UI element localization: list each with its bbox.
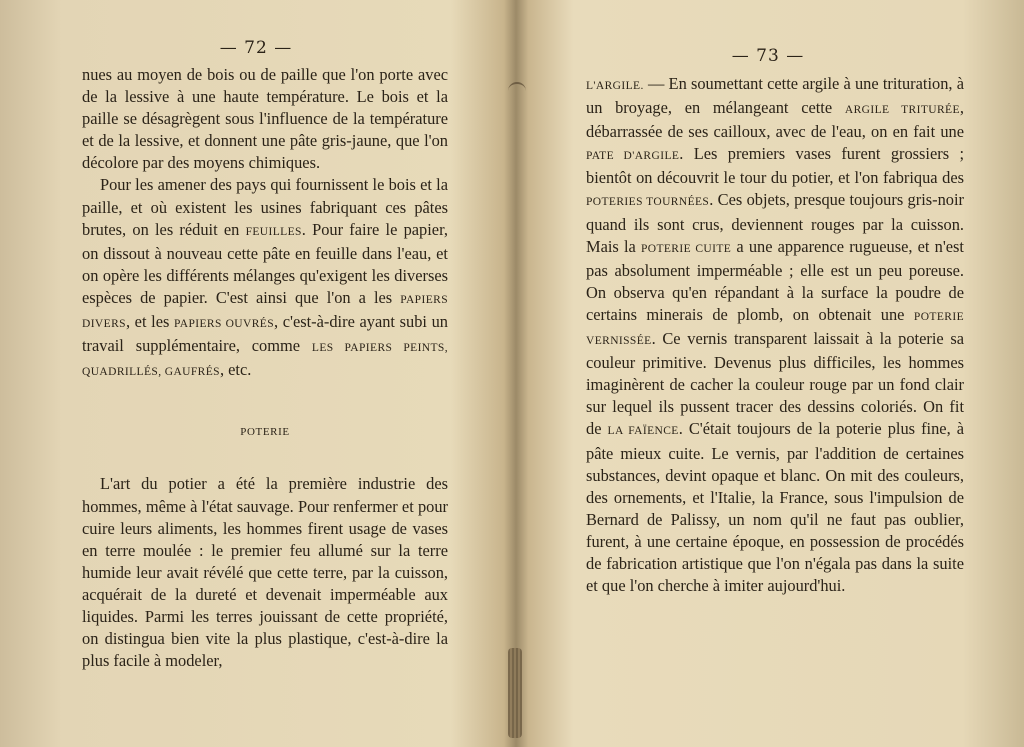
text-run: . Les premiers vases furent grossiers ; bientôt on découvrit le tour du potier, et l'on fabriqua des — [586, 144, 965, 188]
small-caps-term: LES PAPIERS PEINTS, QUADRILLÉS, GAUFRÉS — [82, 342, 448, 379]
left-page-text — [82, 64, 448, 672]
small-caps-term: POTERIES TOURNÉES — [586, 196, 710, 209]
text-run: . Ces objets, presque toujours gris-noir quand ils sont crus, deviennent rouges par la cuisson. Mais la — [586, 190, 964, 256]
text-run: , etc. — [219, 360, 252, 380]
paragraph: L'art du potier a été la première industrie des hommes, même à l'état sauvage. Pour renfermer et pour cuire leurs aliments, les hommes firent usage de vases en terre moulée : le premier feu allumé sur la terre humide leur avait révélé que cette terre, par la cuisson, acquérait de la dureté et devenait imperméable aux liquides. Parmi les terres jouissant de cette propriété, on distingua bien vite la plus plastique, c'est-à-dire la plus facile à modeler, — [82, 474, 448, 671]
text-run: , c'est-à-dire ayant subi un travail supplémentaire, comme — [82, 312, 448, 356]
small-caps-term: POTERIE VERNISSÉE — [586, 310, 964, 348]
paragraph — [586, 73, 964, 597]
right-page — [512, 0, 1024, 747]
page-number-right: — 73 — — [731, 46, 805, 66]
right-page-text — [586, 73, 964, 597]
text-run: — En soumettant cette argile à une trituration, à un broyage, en mélangeant cette — [586, 74, 964, 118]
page-number-left: — 72 — — [219, 38, 293, 58]
text-run: , débarrassée de ses cailloux, avec de l'eau, on en fait une — [586, 98, 964, 142]
paragraph — [82, 174, 448, 383]
text-run: a une apparence rugueuse, et n'est pas absolument imperméable ; elle est un peu poreuse. On observa qu'en répandant à la surface la poudre de certains minerais de plomb, on obtenait une — [586, 236, 964, 324]
small-caps-term: FEUILLES — [245, 225, 302, 238]
paragraph: nues au moyen de bois ou de paille que l'on porte avec de la lessive à une haute température. Le bois et la paille se désagrègent sous l'influence de la température et de la lessive, et donnent une pâte gris-jaune, que l'on décolore par des moyens chimiques. — [82, 65, 448, 173]
small-caps-term: PAPIERS DIVERS — [82, 293, 448, 331]
text-run: Pour les amener des pays qui fournissent le bois et la paille, et où existent les usines fabriquant ces pâtes brutes, on les réduit en — [82, 175, 448, 239]
text-run: , et les — [125, 312, 174, 332]
small-caps-term: LA FAÏENCE — [607, 425, 679, 438]
small-caps-term: PATE D'ARGILE — [586, 150, 680, 163]
small-caps-term: L'ARGILE. — [586, 80, 644, 92]
section-title: POTERIE — [240, 426, 290, 439]
small-caps-term: PAPIERS OUVRÉS — [174, 318, 274, 331]
text-run: . Pour faire le papier, on dissout à nouveau cette pâte en feuille dans l'eau, et on opère les différents mélanges qu'exigent les diverses espèces de papier. C'est ainsi que l'on a les — [82, 219, 448, 307]
text-run: . C'était toujours de la poterie plus fine, à pâte mieux cuite. Le vernis, par l'addition de certaines substances, devint opaque et blanc. On mit des couleurs, des ornements, et l'Italie, la France, sous l'impulsion de Bernard de Palissy, un nom qu'il ne faut pas oublier, furent, à une certaine époque, en possession de procédés de fabrication artistique que l'on n'égala pas dans la suite et que l'on cherche à imiter aujourd'hui. — [586, 419, 964, 596]
small-caps-term: POTERIE CUITE — [640, 242, 732, 255]
small-caps-term: ARGILE TRITURÉE — [844, 104, 960, 117]
text-run: . Ce vernis transparent laissait à la poterie sa couleur primitive. Devenus plus difficiles, les hommes imaginèrent de cacher la couleur rouge par un fond clair sur lequel ils pussent tracer des dessins coloriés. On fit de — [586, 329, 964, 439]
